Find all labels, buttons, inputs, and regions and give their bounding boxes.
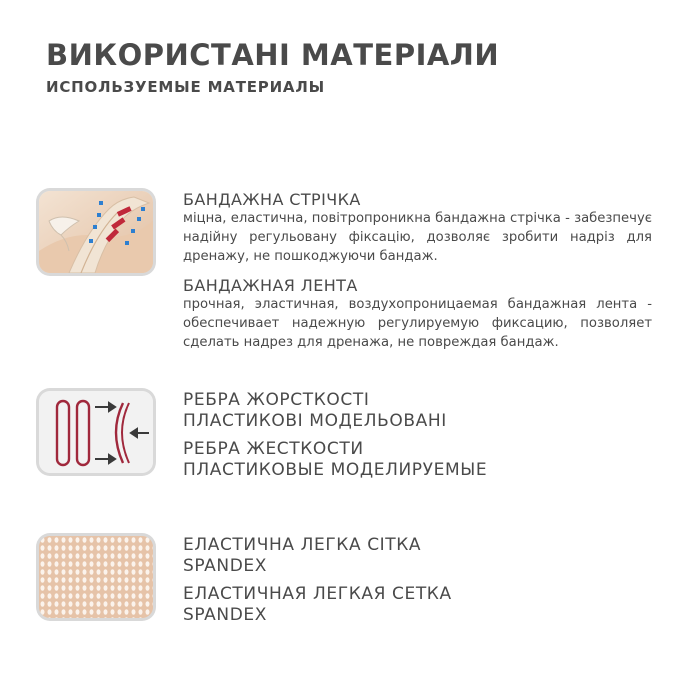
elastic-mesh-thumbnail	[36, 533, 156, 621]
bandage-tape-heading-ru: БАНДАЖНАЯ ЛЕНТА	[183, 276, 358, 295]
mesh-subheading-ru: SPANDEX	[183, 605, 267, 625]
bandage-tape-description-ru: прочная, эластичная, воздухопроницаемая бандажная лента - обеспечивает надежную регулируемую фиксацию, позволяет сделать надрез для дренажа, не повреждая бандаж.	[183, 297, 652, 350]
bandage-tape-description-uk: міцна, еластична, повітропроникна бандажна стрічка - забезпечує надійну регульовану фіксацію, дозволяє зробити надріз для дренажу, не пошкоджуючи бандаж.	[183, 211, 652, 264]
ribs-heading-uk: РЕБРА ЖОРСТКОСТІ	[183, 390, 370, 410]
mesh-subheading-uk: SPANDEX	[183, 556, 267, 576]
bandage-tape-heading-uk: БАНДАЖНА СТРІЧКА	[183, 190, 361, 209]
page-subtitle: ИСПОЛЬЗУЕМЫЕ МАТЕРИАЛЫ	[46, 78, 325, 96]
bandage-tape-thumbnail	[36, 188, 156, 276]
elastic-mesh-icon	[39, 536, 153, 618]
bandage-tape-icon	[39, 191, 153, 273]
page-title: ВИКОРИСТАНІ МАТЕРІАЛИ	[46, 38, 500, 72]
ribs-subheading-uk: ПЛАСТИКОВІ МОДЕЛЬОВАНІ	[183, 411, 447, 431]
stiffening-ribs-thumbnail	[36, 388, 156, 476]
stiffening-ribs-icon	[39, 391, 153, 473]
mesh-heading-ru: ЕЛАСТИЧНАЯ ЛЕГКАЯ СЕТКА	[183, 584, 452, 604]
ribs-heading-ru: РЕБРА ЖЕСТКОСТИ	[183, 439, 364, 459]
mesh-heading-uk: ЕЛАСТИЧНА ЛЕГКА СІТКА	[183, 535, 422, 555]
ribs-subheading-ru: ПЛАСТИКОВЫЕ МОДЕЛИРУЕМЫЕ	[183, 460, 488, 480]
